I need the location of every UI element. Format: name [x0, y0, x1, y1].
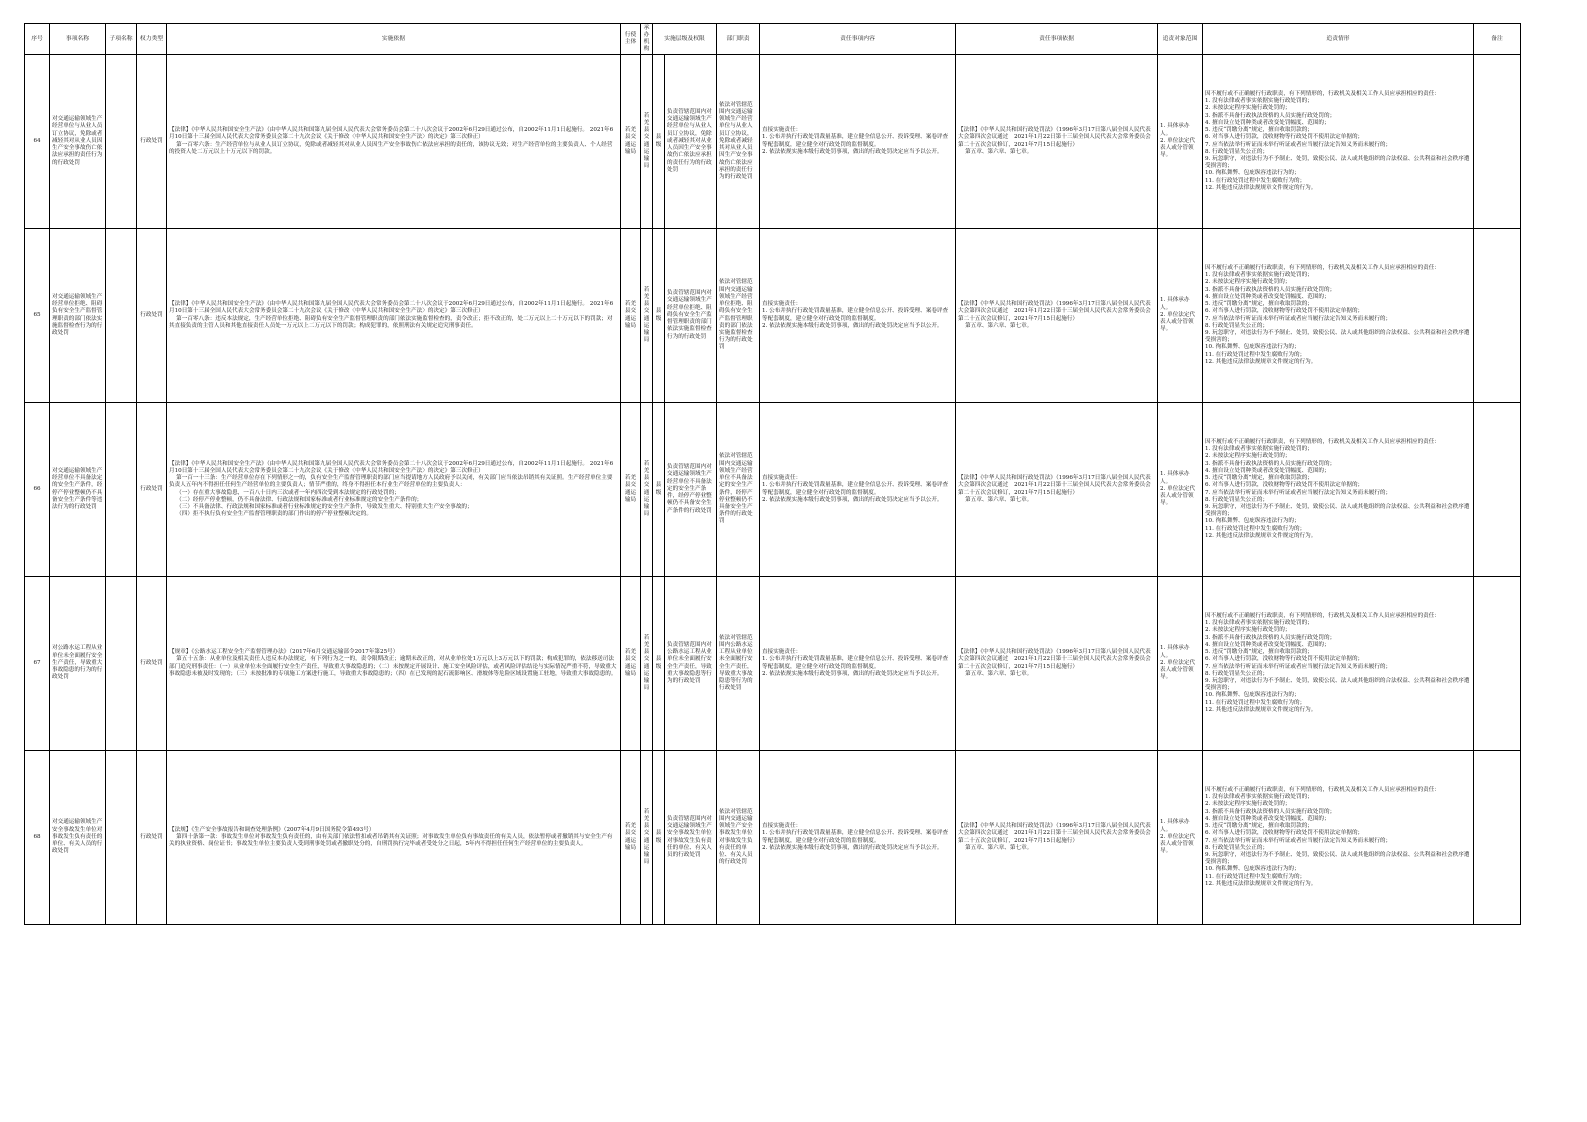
header-dept: 承办机构 — [641, 24, 653, 55]
cell-level-scope: 县级 — [653, 229, 665, 403]
header-seq: 序号 — [25, 24, 50, 55]
cell-sub-item — [106, 403, 137, 577]
cell-seq: 67 — [25, 577, 50, 751]
cell-scope: 1. 具体承办人。 2. 单位法定代表人或分管领导。 — [1158, 229, 1203, 403]
table-row — [25, 55, 1521, 229]
cell-resp-content: 直接实施责任： 1. 公布并执行行政处罚裁量基准，建立健全信息公开、投诉受理、案卷评查等配套制度，建立健全对行政处罚的监督制度。 2. 依法依规实施本级行政处罚事项，做出的行政处罚决定应当予以公开。 — [760, 577, 956, 751]
cell-level-scope: 县级 — [653, 403, 665, 577]
cell-situation: 因不履行或不正确履行行政职责，有下列情形的，行政机关及相关工作人员应承担相应的责任： 1. 没有法律或者事实依据实施行政处罚的； 2. 未按法定程序实施行政处罚的； 3. 指派不具备行政执法资格的人员实施行政处罚的； 4. 擅自设立处罚种类或者改变处罚幅度、范围的； 5. 违反“罚缴分离”规定，擅自收取罚款的； 6. 对当事人进行罚款，没收财物等行政处罚不使用法定单据的； 7. 应当依法举行听证而未举行听证或者应当履行法定告知义务而未履行的； 8. 行政处罚显失公正的； 9. 玩忽职守，对违法行为不予制止、处罚，致使公民、法人或其他组织的合法权益、公共利益和社会秩序遭受损害的； 10. 徇私舞弊、包庇纵容违法行为的； 11. 在行政处罚过程中发生腐败行为的； 12. 其他违反法律法规规章文件规定的行为。 — [1203, 751, 1474, 925]
cell-resp-basis: 【法律】《中华人民共和国行政处罚法》（1996年3月17日第八届全国人民代表大会第四次会议通过 2021年1月22日第十三届全国人民代表大会常务委员会第二十五次会议修订，2021年7月15日起施行） 第五章、第六章、第七章。 — [956, 577, 1158, 751]
cell-item-name: 对交通运输领域生产经营单位不具备法定的安全生产条件，经停产停业整顿仍不具备安全生产条件等违法行为的行政处罚 — [50, 403, 106, 577]
header-situation: 追责情形 — [1203, 24, 1474, 55]
header-resp-content: 责任事项内容 — [760, 24, 956, 55]
cell-power-type: 行政处罚 — [137, 751, 167, 925]
cell-seq: 68 — [25, 751, 50, 925]
cell-dept: 若羌县交通运输局 — [641, 229, 653, 403]
table-row — [25, 751, 1521, 925]
cell-seq: 65 — [25, 229, 50, 403]
cell-resp-basis: 【法律】《中华人民共和国行政处罚法》（1996年3月17日第八届全国人民代表大会第四次会议通过 2021年1月22日第十三届全国人民代表大会常务委员会第二十五次会议修订，2021年7月15日起施行） 第五章、第六章、第七章。 — [956, 55, 1158, 229]
cell-duty: 依法对管辖范围内交通运输领域生产经营单位与从业人员订立协议，免除或者减轻其对从业人员因生产安全事故伤亡依法应承担的责任行为的行政处罚 — [717, 55, 760, 229]
header-basis: 实施依据 — [167, 24, 621, 55]
header-scope: 追责对象范围 — [1158, 24, 1203, 55]
cell-resp-content: 直接实施责任： 1. 公布并执行行政处罚裁量基准，建立健全信息公开、投诉受理、案卷评查等配套制度，建立健全对行政处罚的监督制度。 2. 依法依规实施本级行政处罚事项，做出的行政处罚决定应当予以公开。 — [760, 751, 956, 925]
cell-situation: 因不履行或不正确履行行政职责，有下列情形的，行政机关及相关工作人员应承担相应的责任： 1. 没有法律或者事实依据实施行政处罚的； 2. 未按法定程序实施行政处罚的； 3. 指派不具备行政执法资格的人员实施行政处罚的； 4. 擅自设立处罚种类或者改变处罚幅度、范围的； 5. 违反“罚缴分离”规定，擅自收取罚款的； 6. 对当事人进行罚款，没收财物等行政处罚不使用法定单据的； 7. 应当依法举行听证而未举行听证或者应当履行法定告知义务而未履行的； 8. 行政处罚显失公正的； 9. 玩忽职守，对违法行为不予制止、处罚，致使公民、法人或其他组织的合法权益、公共利益和社会秩序遭受损害的； 10. 徇私舞弊、包庇纵容违法行为的； 11. 在行政处罚过程中发生腐败行为的； 12. 其他违反法律法规规章文件规定的行为。 — [1203, 229, 1474, 403]
cell-level-scope: 县级 — [653, 55, 665, 229]
cell-power-type: 行政处罚 — [137, 229, 167, 403]
cell-level: 负责管辖范围内对公路水运工程从业单位未全面履行安全生产责任，导致重大事故隐患等行为的行政处罚 — [665, 577, 717, 751]
header-row — [25, 24, 1521, 55]
cell-remark — [1474, 55, 1521, 229]
cell-duty: 依法对管辖范围内公路水运工程从业单位未全面履行安全生产责任，导致重大事故隐患等行为的行政处罚 — [717, 577, 760, 751]
cell-level-scope: 县级 — [653, 751, 665, 925]
cell-situation: 因不履行或不正确履行行政职责，有下列情形的，行政机关及相关工作人员应承担相应的责任： 1. 没有法律或者事实依据实施行政处罚的； 2. 未按法定程序实施行政处罚的； 3. 指派不具备行政执法资格的人员实施行政处罚的； 4. 擅自设立处罚种类或者改变处罚幅度、范围的； 5. 违反“罚缴分离”规定，擅自收取罚款的； 6. 对当事人进行罚款，没收财物等行政处罚不使用法定单据的； 7. 应当依法举行听证而未举行听证或者应当履行法定告知义务而未履行的； 8. 行政处罚显失公正的； 9. 玩忽职守，对违法行为不予制止、处罚，致使公民、法人或其他组织的合法权益、公共利益和社会秩序遭受损害的； 10. 徇私舞弊、包庇纵容违法行为的； 11. 在行政处罚过程中发生腐败行为的； 12. 其他违反法律法规规章文件规定的行为。 — [1203, 55, 1474, 229]
header-power-type: 权力类型 — [137, 24, 167, 55]
cell-level: 负责管辖范围内对交通运输领域生产经营单位拒绝、阻碍负有安全生产监督管理职责的部门依法实施监督检查行为的行政处罚 — [665, 229, 717, 403]
responsibility-list-table — [24, 23, 1521, 925]
header-item-name: 事项名称 — [50, 24, 106, 55]
cell-resp-basis: 【法律】《中华人民共和国行政处罚法》（1996年3月17日第八届全国人民代表大会第四次会议通过 2021年1月22日第十三届全国人民代表大会常务委员会第二十五次会议修订，2021年7月15日起施行） 第五章、第六章、第七章。 — [956, 403, 1158, 577]
table-row — [25, 403, 1521, 577]
cell-basis: 【法律】《中华人民共和国安全生产法》（由中华人民共和国第九届全国人民代表大会常务委员会第二十八次会议于2002年6月29日通过公布，自2002年11月1日起施行。 2021年6月10日第十三届全国人民代表大会常务委员会第二十九次会议《关于修改〈中华人民共和国安全生产法〉的决定》第三次修正） 第一百零六条：生产经营单位与从业人员订立协议，免除或者减轻其对从业人员因生产安全事故伤亡依法应承担的责任的，该协议无效；对生产经营单位的主要负责人、个人经营的投资人处二万元以上十万元以下的罚款。 — [167, 55, 621, 229]
cell-sub-item — [106, 55, 137, 229]
cell-scope: 1. 具体承办人。 2. 单位法定代表人或分管领导。 — [1158, 403, 1203, 577]
cell-duty: 依法对管辖范围内交通运输领域生产经营单位不具备法定的安全生产条件，经停产停业整顿仍不具备安全生产条件的行政处罚 — [717, 403, 760, 577]
cell-basis: 【规章】《公路水运工程安全生产监督管理办法》（2017年6月交通运输部令2017年第25号） 第五十五条：从业单位及相关责任人违反本办法规定，有下列行为之一的，责令限期改正；逾期未改正的，对从业单位处1万元以上3万元以下的罚款；构成犯罪的，依法移送司法部门追究刑事责任：（一）从业单位未全面履行安全生产责任，导致重大事故隐患的；（二）未按规定开展设计、施工安全风险评估，或者风险评估结论与实际情况严重不符，导致重大事故隐患未被及时发现的；（三）未按批准的专项施工方案进行施工，导致重大事故隐患的；（四）在已发现的泥石流影响区、滑坡体等危险区域设置施工驻地，导致重大事故隐患的。 — [167, 577, 621, 751]
cell-subject: 若羌县交通运输局 — [621, 577, 641, 751]
cell-item-name: 对交通运输领域生产经营单位与从业人员订立协议，免除或者减轻其对从业人员因生产安全事故伤亡依法应承担的责任行为的行政处罚 — [50, 55, 106, 229]
cell-level: 负责管辖范围内对交通运输领域生产安全事故发生单位对事故发生负有责任的单位、有关人员的行政处罚 — [665, 751, 717, 925]
cell-remark — [1474, 577, 1521, 751]
cell-level: 负责管辖范围内对交通运输领域生产经营单位与从业人员订立协议，免除或者减轻其对从业人员因生产安全事故伤亡依法应承担的责任行为的行政处罚 — [665, 55, 717, 229]
cell-item-name: 对交通运输领域生产经营单位拒绝、阻碍负有安全生产监督管理职责的部门依法实施监督检查行为的行政处罚 — [50, 229, 106, 403]
cell-item-name: 对交通运输领域生产安全事故发生单位对事故发生负有责任的单位、有关人员的行政处罚 — [50, 751, 106, 925]
cell-basis: 【法律】《中华人民共和国安全生产法》（由中华人民共和国第九届全国人民代表大会常务委员会第二十八次会议于2002年6月29日通过公布，自2002年11月1日起施行。 2021年6月10日第十三届全国人民代表大会常务委员会第二十九次会议《关于修改〈中华人民共和国安全生产法〉的决定》第三次修正） 第一百一十三条：生产经营单位存在下列情形之一的，负有安全生产监督管理职责的部门应当提请地方人民政府予以关闭，有关部门应当依法吊销其有关证照。生产经营单位主要负责人五年内不得担任任何生产经营单位的主要负责人；情节严重的，终身不得担任本行业生产经营单位的主要负责人： （一）存在重大事故隐患，一百八十日内三次或者一年内四次受到本法规定的行政处罚的； （二）经停产停业整顿，仍不具备法律、行政法规和国家标准或者行业标准规定的安全生产条件的； （三）不具备法律、行政法规和国家标准或者行业标准规定的安全生产条件，导致发生重大、特别重大生产安全事故的； （四）拒不执行负有安全生产监督管理职责的部门作出的停产停业整顿决定的。 — [167, 403, 621, 577]
cell-sub-item — [106, 229, 137, 403]
cell-subject: 若羌县交通运输局 — [621, 751, 641, 925]
cell-scope: 1. 具体承办人。 2. 单位法定代表人或分管领导。 — [1158, 751, 1203, 925]
cell-power-type: 行政处罚 — [137, 577, 167, 751]
cell-situation: 因不履行或不正确履行行政职责，有下列情形的，行政机关及相关工作人员应承担相应的责任： 1. 没有法律或者事实依据实施行政处罚的； 2. 未按法定程序实施行政处罚的； 3. 指派不具备行政执法资格的人员实施行政处罚的； 4. 擅自设立处罚种类或者改变处罚幅度、范围的； 5. 违反“罚缴分离”规定，擅自收取罚款的； 6. 对当事人进行罚款，没收财物等行政处罚不使用法定单据的； 7. 应当依法举行听证而未举行听证或者应当履行法定告知义务而未履行的； 8. 行政处罚显失公正的； 9. 玩忽职守，对违法行为不予制止、处罚，致使公民、法人或其他组织的合法权益、公共利益和社会秩序遭受损害的； 10. 徇私舞弊、包庇纵容违法行为的； 11. 在行政处罚过程中发生腐败行为的； 12. 其他违反法律法规规章文件规定的行为。 — [1203, 403, 1474, 577]
cell-subject: 若羌县交通运输局 — [621, 403, 641, 577]
cell-basis: 【法规】《生产安全事故报告和调查处理条例》（2007年4月9日国务院令第493号） 第四十条第一款：事故发生单位对事故发生负有责任的，由有关部门依法暂扣或者吊销其有关证照；对事故发生单位负有事故责任的有关人员，依法暂停或者撤销其与安全生产有关的执业资格、岗位证书；事故发生单位主要负责人受到刑事处罚或者撤职处分的，自刑罚执行完毕或者受处分之日起，5年内不得担任任何生产经营单位的主要负责人。 — [167, 751, 621, 925]
cell-level-scope: 县级 — [653, 577, 665, 751]
header-level: 实施层级及权限 — [653, 24, 717, 55]
cell-subject: 若羌县交通运输局 — [621, 55, 641, 229]
cell-remark — [1474, 751, 1521, 925]
cell-remark — [1474, 403, 1521, 577]
cell-duty: 依法对管辖范围内交通运输领域生产经营单位拒绝、阻碍负有安全生产监督管理职责的部门依法实施监督检查行为的行政处罚 — [717, 229, 760, 403]
cell-subject: 若羌县交通运输局 — [621, 229, 641, 403]
cell-dept: 若羌县交通运输局 — [641, 55, 653, 229]
cell-level: 负责管辖范围内对交通运输领域生产经营单位不具备法定的安全生产条件，经停产停业整顿仍不具备安全生产条件的行政处罚 — [665, 403, 717, 577]
header-remark: 备注 — [1474, 24, 1521, 55]
cell-resp-content: 直接实施责任： 1. 公布并执行行政处罚裁量基准，建立健全信息公开、投诉受理、案卷评查等配套制度，建立健全对行政处罚的监督制度。 2. 依法依规实施本级行政处罚事项，做出的行政处罚决定应当予以公开。 — [760, 403, 956, 577]
cell-sub-item — [106, 751, 137, 925]
table-row — [25, 577, 1521, 751]
cell-power-type: 行政处罚 — [137, 55, 167, 229]
header-sub-item: 子项名称 — [106, 24, 137, 55]
cell-resp-basis: 【法律】《中华人民共和国行政处罚法》（1996年3月17日第八届全国人民代表大会第四次会议通过 2021年1月22日第十三届全国人民代表大会常务委员会第二十五次会议修订，2021年7月15日起施行） 第五章、第六章、第七章。 — [956, 229, 1158, 403]
table-row — [25, 229, 1521, 403]
cell-item-name: 对公路水运工程从业单位未全面履行安全生产责任，导致重大事故隐患的行为的行政处罚 — [50, 577, 106, 751]
header-resp-basis: 责任事项依据 — [956, 24, 1158, 55]
cell-basis: 【法律】《中华人民共和国安全生产法》（由中华人民共和国第九届全国人民代表大会常务委员会第二十八次会议于2002年6月29日通过公布，自2002年11月1日起施行。 2021年6月10日第十三届全国人民代表大会常务委员会第二十九次会议《关于修改〈中华人民共和国安全生产法〉的决定》第三次修正） 第一百零八条：违反本法规定，生产经营单位拒绝、阻碍负有安全生产监督管理职责的部门依法实施监督检查的，责令改正；拒不改正的，处二万元以上二十万元以下的罚款；对其直接负责的主管人员和其他直接责任人员处一万元以上二万元以下的罚款；构成犯罪的，依照刑法有关规定追究刑事责任。 — [167, 229, 621, 403]
cell-power-type: 行政处罚 — [137, 403, 167, 577]
cell-sub-item — [106, 577, 137, 751]
cell-seq: 64 — [25, 55, 50, 229]
cell-duty: 依法对管辖范围内交通运输领域生产安全事故发生单位对事故发生负有责任的单位、有关人员的行政处罚 — [717, 751, 760, 925]
cell-scope: 1. 具体承办人。 2. 单位法定代表人或分管领导。 — [1158, 577, 1203, 751]
cell-situation: 因不履行或不正确履行行政职责，有下列情形的，行政机关及相关工作人员应承担相应的责任： 1. 没有法律或者事实依据实施行政处罚的； 2. 未按法定程序实施行政处罚的； 3. 指派不具备行政执法资格的人员实施行政处罚的； 4. 擅自设立处罚种类或者改变处罚幅度、范围的； 5. 违反“罚缴分离”规定，擅自收取罚款的； 6. 对当事人进行罚款，没收财物等行政处罚不使用法定单据的； 7. 应当依法举行听证而未举行听证或者应当履行法定告知义务而未履行的； 8. 行政处罚显失公正的； 9. 玩忽职守，对违法行为不予制止、处罚，致使公民、法人或其他组织的合法权益、公共利益和社会秩序遭受损害的； 10. 徇私舞弊、包庇纵容违法行为的； 11. 在行政处罚过程中发生腐败行为的； 12. 其他违反法律法规规章文件规定的行为。 — [1203, 577, 1474, 751]
header-subject: 行使主体 — [621, 24, 641, 55]
cell-dept: 若羌县交通运输局 — [641, 751, 653, 925]
cell-scope: 1. 具体承办人。 2. 单位法定代表人或分管领导。 — [1158, 55, 1203, 229]
cell-remark — [1474, 229, 1521, 403]
cell-resp-content: 直接实施责任： 1. 公布并执行行政处罚裁量基准，建立健全信息公开、投诉受理、案卷评查等配套制度，建立健全对行政处罚的监督制度。 2. 依法依规实施本级行政处罚事项，做出的行政处罚决定应当予以公开。 — [760, 229, 956, 403]
cell-resp-content: 直接实施责任： 1. 公布并执行行政处罚裁量基准，建立健全信息公开、投诉受理、案卷评查等配套制度，建立健全对行政处罚的监督制度。 2. 依法依规实施本级行政处罚事项，做出的行政处罚决定应当予以公开。 — [760, 55, 956, 229]
cell-dept: 若羌县交通运输局 — [641, 577, 653, 751]
header-duty: 部门职责 — [717, 24, 760, 55]
cell-seq: 66 — [25, 403, 50, 577]
cell-dept: 若羌县交通运输局 — [641, 403, 653, 577]
cell-resp-basis: 【法律】《中华人民共和国行政处罚法》（1996年3月17日第八届全国人民代表大会第四次会议通过 2021年1月22日第十三届全国人民代表大会常务委员会第二十五次会议修订，2021年7月15日起施行） 第五章、第六章、第七章。 — [956, 751, 1158, 925]
